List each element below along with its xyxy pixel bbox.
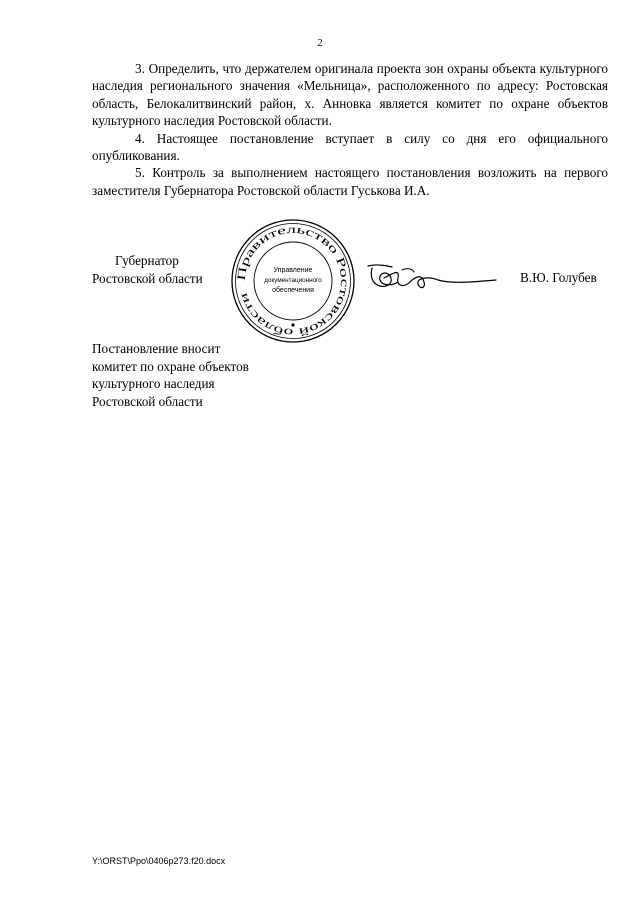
document-body bbox=[92, 60, 608, 199]
submitter-line-1: Постановление вносит bbox=[92, 341, 221, 356]
submitter-line-2: комитет по охране объектов bbox=[92, 358, 249, 374]
official-seal bbox=[230, 218, 356, 344]
submitter-line-3: культурного наследия bbox=[92, 376, 215, 392]
seal-star-dot bbox=[291, 323, 294, 326]
paragraph-4: 4. Настоящее постановление вступает в силу со дня его официального опубликования. bbox=[92, 130, 608, 164]
seal-inner-line-1: Управление bbox=[273, 267, 313, 274]
signatory-title-line2: Ростовской области bbox=[92, 270, 203, 286]
signatory-name: В.Ю. Голубев bbox=[520, 270, 597, 285]
signatory-title bbox=[92, 252, 232, 287]
paragraph-3: 3. Определить, что держателем оригинала проекта зон охраны объекта культурного наследия регионального значения «Мельница», расположенного по адресу: Ростовская область, Белокалитвинский район, х. Анновка является комитет по охране объектов культурного наследия Ростовской области. bbox=[92, 61, 608, 129]
handwritten-signature bbox=[362, 256, 502, 296]
seal-outer-text: Правительство Ростовской области bbox=[235, 224, 351, 339]
page-number: 2 bbox=[317, 37, 323, 49]
submitter-block bbox=[92, 340, 312, 410]
seal-inner-line-3: обеспечения bbox=[272, 287, 314, 294]
submitter-line-4: Ростовской области bbox=[92, 393, 203, 409]
signatory-title-line1: Губернатор bbox=[115, 253, 179, 268]
file-path-footer: Y:\ORST\Ppo\0406p273.f20.docx bbox=[92, 856, 226, 866]
paragraph-5: 5. Контроль за выполнением настоящего постановления возложить на первого заместителя Губернатора Ростовской области Гуськова И.А. bbox=[92, 165, 608, 198]
seal-inner-line-2: документационного bbox=[264, 277, 322, 284]
